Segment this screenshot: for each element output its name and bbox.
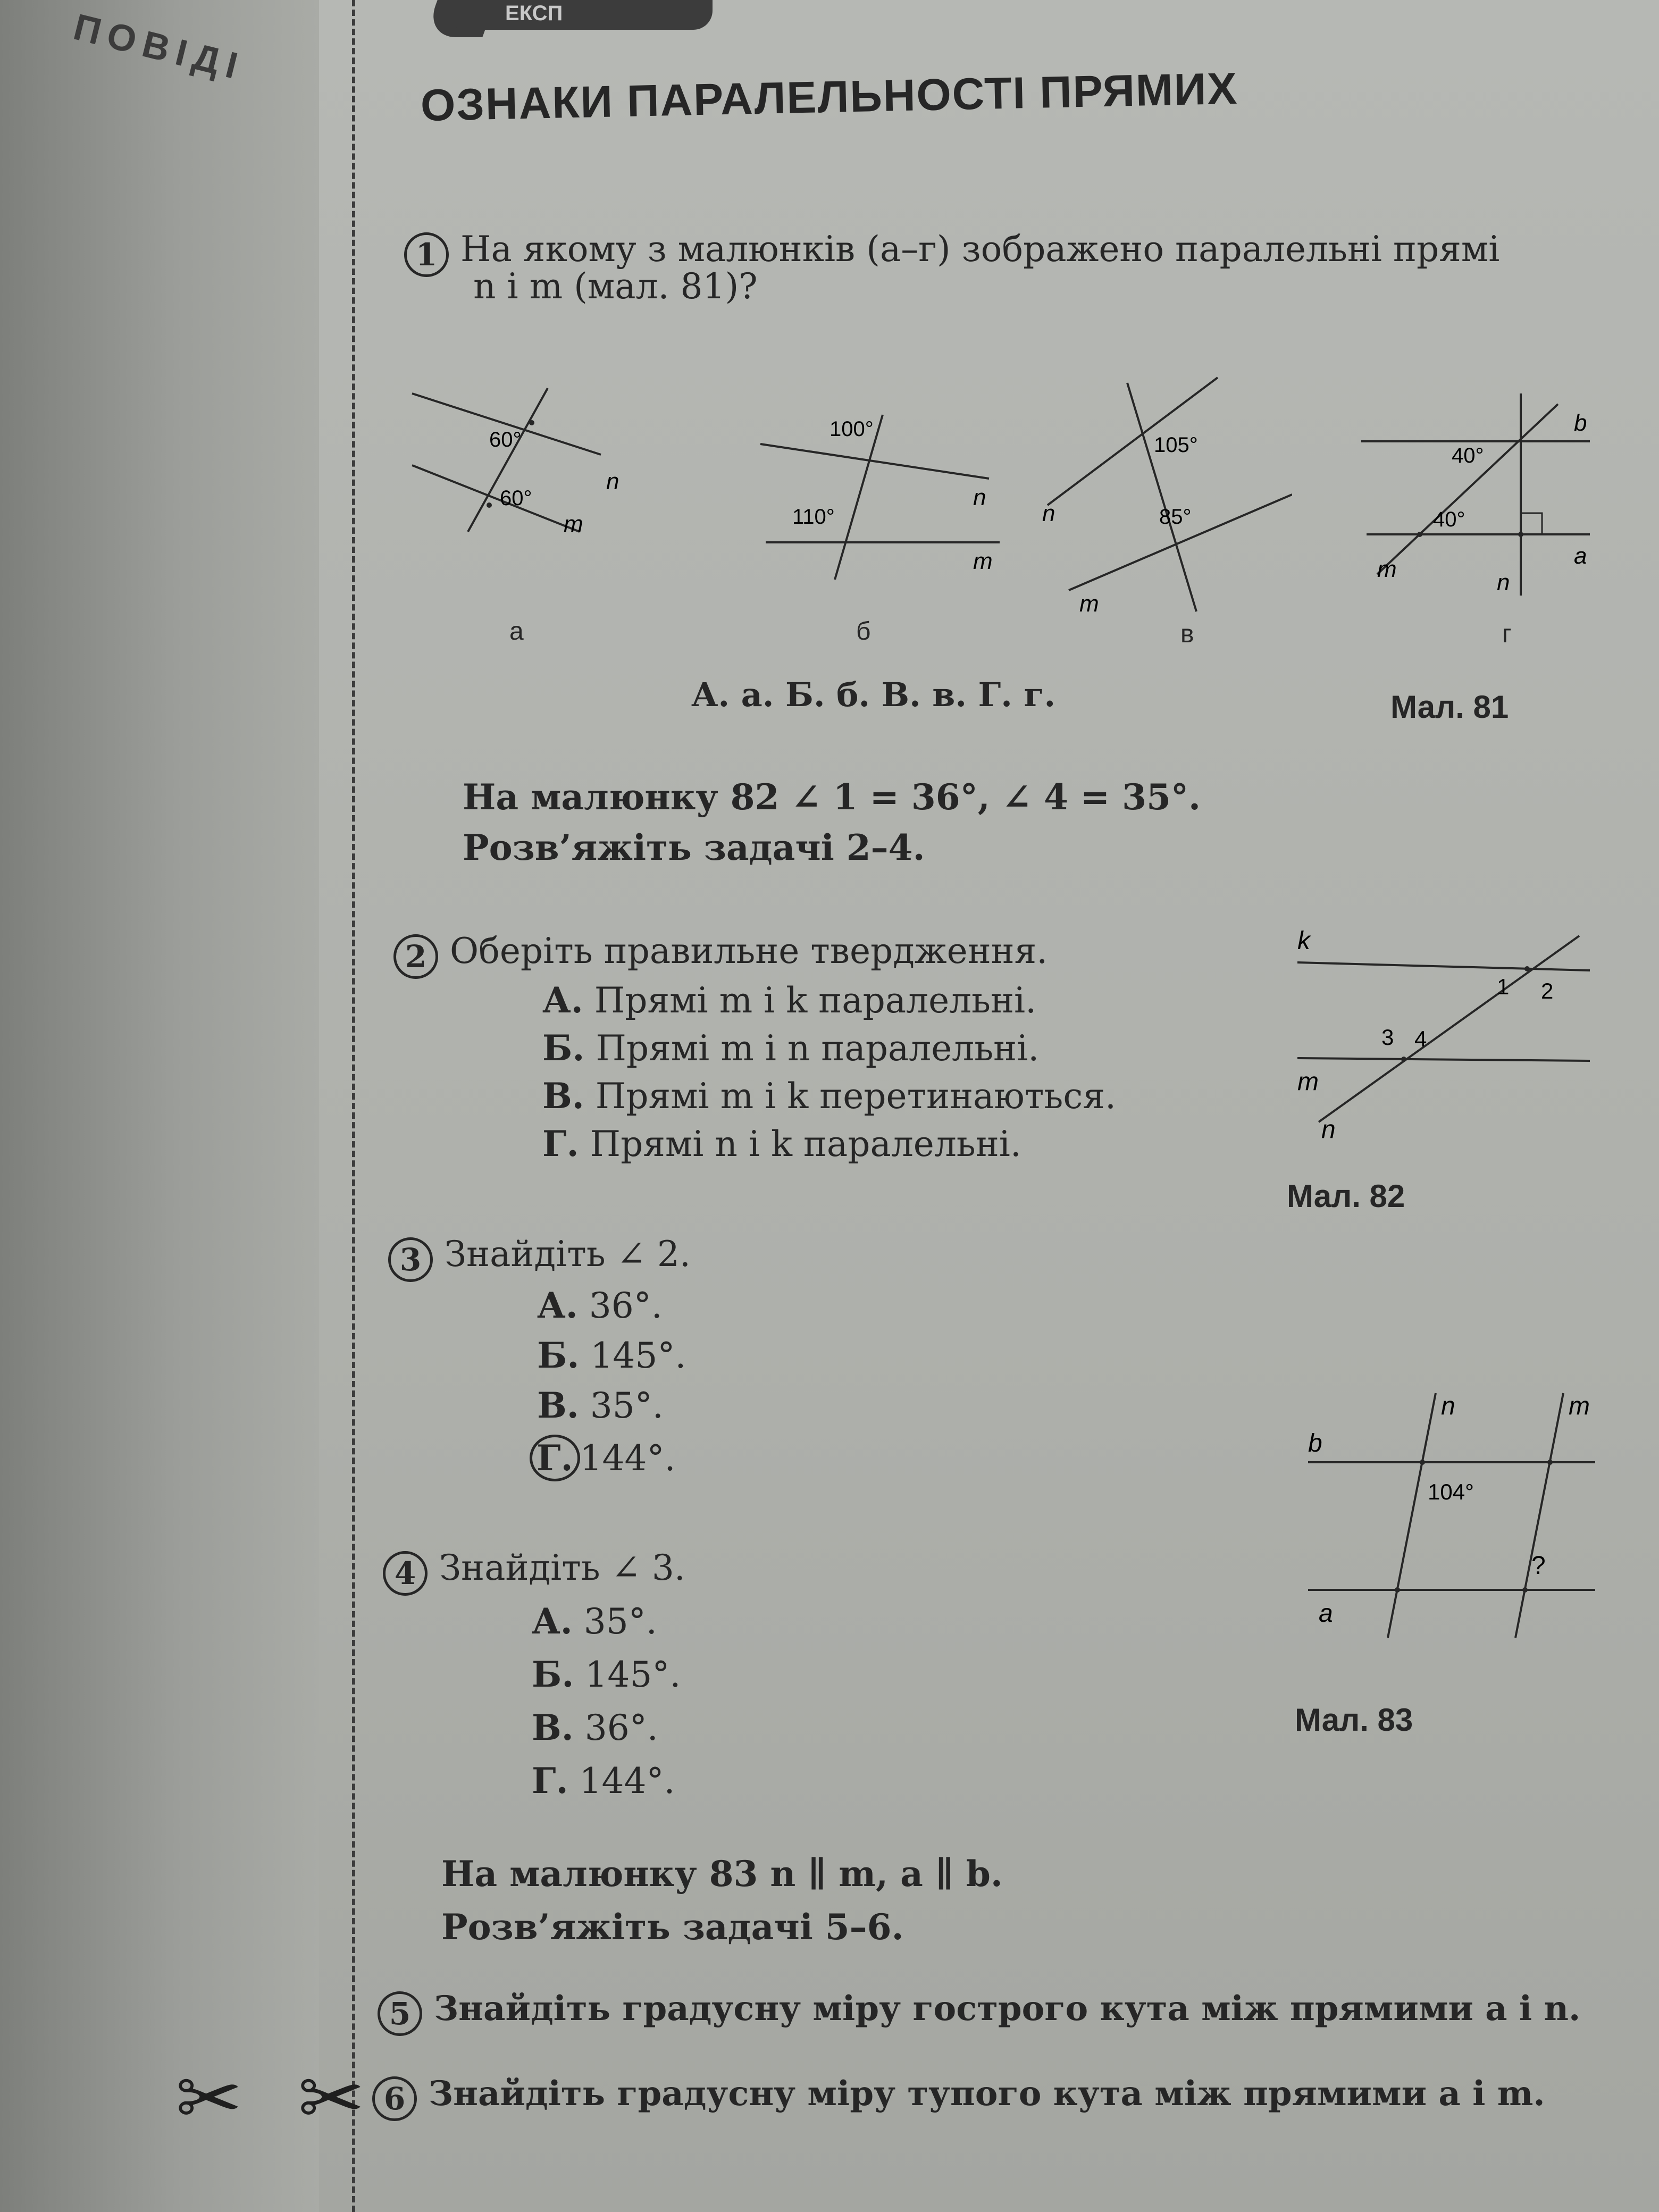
fig81b-label-m: m	[973, 548, 993, 574]
q5-text	[378, 1989, 1580, 2036]
fig82-angle-3: 3	[1381, 1025, 1394, 1050]
q3-text	[388, 1234, 691, 1282]
fig81d-label-n: n	[1497, 569, 1510, 596]
fig81d-label-b: b	[1574, 410, 1587, 436]
fig81b-label-n: n	[973, 484, 986, 510]
fig81a-caption: а	[509, 617, 524, 646]
q1-line2: n і m (мал. 81)?	[473, 266, 758, 307]
fig82-label-k: k	[1297, 927, 1310, 955]
fig82-label-m: m	[1297, 1068, 1319, 1096]
q6-number: 6	[372, 2076, 417, 2121]
q3-option-a: А. 36°.	[537, 1285, 663, 1326]
fig81d-caption: г	[1502, 620, 1512, 648]
fig81b-caption: б	[856, 617, 871, 646]
fig81d-label-a: a	[1574, 543, 1587, 569]
fig83-unknown-angle: ?	[1531, 1552, 1546, 1580]
fig81b-angle-top: 100°	[830, 417, 874, 441]
fig81c-angle-top: 105°	[1154, 433, 1198, 457]
q2-option-d: Г. Прямі n і k паралельні.	[542, 1123, 1021, 1164]
fig83-line-n	[1388, 1393, 1436, 1638]
fig81a-line-m	[412, 465, 580, 532]
scissors-icon-left: ✂	[175, 2052, 242, 2145]
fig82-line-k	[1297, 962, 1590, 970]
q1-line1: На якому з малюнків (а–г) зображено паралельні прямі	[460, 229, 1500, 270]
q1-number: 1	[404, 232, 449, 277]
q4-option-a: А. 35°.	[532, 1601, 657, 1642]
fig81a-label-m: m	[564, 511, 583, 537]
fig81c-transversal	[1127, 383, 1196, 611]
q5-number: 5	[378, 1991, 422, 2036]
scissors-icon: ✂	[298, 2052, 365, 2145]
left-page	[0, 0, 319, 2212]
section-banner: ЕКСП	[447, 0, 713, 30]
fig81d-angle-top: 40°	[1452, 444, 1484, 467]
q2-question: Оберіть правильне твердження.	[450, 931, 1048, 971]
q2-text	[393, 931, 1048, 979]
fig81b-angle-bottom: 110°	[792, 505, 835, 529]
intro5-line1: На малюнку 83 n ∥ m, a ∥ b.	[441, 1853, 1003, 1895]
fig82	[1287, 925, 1595, 1149]
cut-line-dashed	[352, 0, 355, 2212]
fig83	[1303, 1382, 1601, 1680]
fig81c-angle-bottom: 85°	[1159, 505, 1192, 529]
q6-question: Знайдіть градусну міру тупого кута між прямими a і m.	[429, 2074, 1545, 2114]
q3-option-b: Б. 145°.	[537, 1335, 686, 1376]
q2-option-b: Б. Прямі m і n паралельні.	[542, 1027, 1040, 1069]
fig83-label-m: m	[1569, 1392, 1590, 1420]
q4-question: Знайдіть ∠ 3.	[439, 1547, 685, 1588]
fig81c-label-m: m	[1079, 591, 1099, 617]
intro2-line1: На малюнку 82 ∠ 1 = 36°, ∠ 4 = 35°.	[463, 776, 1201, 818]
fig81d-line-m	[1377, 404, 1558, 574]
q4-text	[383, 1547, 685, 1596]
fig82-label-n: n	[1321, 1116, 1336, 1144]
q3-question: Знайдіть ∠ 2.	[445, 1234, 691, 1275]
fig81a-label-n: n	[606, 468, 619, 495]
q3-selected-answer-mark: Г.	[530, 1435, 580, 1481]
q4-option-d: Г. 144°.	[532, 1760, 675, 1802]
q4-option-b: Б. 145°.	[532, 1654, 681, 1695]
q2-number: 2	[393, 934, 438, 979]
intro2-line2: Розв’яжіть задачі 2–4.	[463, 827, 925, 868]
fig81a-transversal	[468, 388, 548, 532]
fig83-label-n: n	[1441, 1392, 1455, 1420]
fig81c-caption: в	[1180, 620, 1194, 648]
q4-option-c: В. 36°.	[532, 1707, 658, 1748]
fig82-angle-2: 2	[1541, 978, 1554, 1003]
fig83-angle: 104°	[1428, 1479, 1474, 1504]
intro5-line2: Розв’яжіть задачі 5–6.	[441, 1906, 904, 1948]
fig82-angle-1: 1	[1497, 974, 1510, 999]
fig81c-label-n: n	[1042, 500, 1055, 526]
fig81-b	[755, 404, 1010, 580]
fig83-label-b: b	[1308, 1429, 1322, 1457]
fig81-c	[1037, 372, 1292, 617]
fig81a-angle-top: 60°	[489, 428, 522, 451]
q3-option-d: Г. 144°.	[537, 1435, 676, 1481]
left-page-header: ПОВІДІ	[69, 5, 249, 89]
fig81-d	[1356, 393, 1595, 601]
fig82-caption: Мал. 82	[1287, 1178, 1405, 1214]
fig81d-right-angle-mark	[1521, 513, 1542, 534]
fig83-caption: Мал. 83	[1295, 1702, 1413, 1738]
fig82-line-m	[1297, 1058, 1590, 1061]
fig81d-angle-bottom: 40°	[1433, 508, 1465, 531]
q6-text	[372, 2074, 1545, 2121]
fig81a-angle-bottom: 60°	[500, 487, 532, 510]
q4-number: 4	[383, 1551, 428, 1596]
q5-question: Знайдіть градусну міру гострого кута між прямими a і n.	[434, 1989, 1581, 2029]
fig83-label-a: a	[1319, 1599, 1333, 1628]
fig81-caption: Мал. 81	[1390, 689, 1509, 725]
worksheet-page	[298, 0, 1659, 2212]
fig81b-line-n	[760, 444, 989, 479]
page-title: ОЗНАКИ ПАРАЛЕЛЬНОСТІ ПРЯМИХ	[420, 63, 1239, 130]
q3-option-c: В. 35°.	[537, 1385, 664, 1426]
fig83-line-m	[1515, 1393, 1563, 1638]
q1-answers: А. а. Б. б. В. в. Г. г.	[691, 675, 1056, 714]
q3-number: 3	[388, 1237, 433, 1282]
q2-option-c: В. Прямі m і k перетинаються.	[542, 1075, 1116, 1117]
q2-option-a: А. Прямі m і k паралельні.	[542, 979, 1037, 1021]
fig82-angle-4: 4	[1414, 1026, 1427, 1051]
fig81d-label-m: m	[1377, 556, 1397, 582]
fig81-a	[409, 362, 633, 537]
